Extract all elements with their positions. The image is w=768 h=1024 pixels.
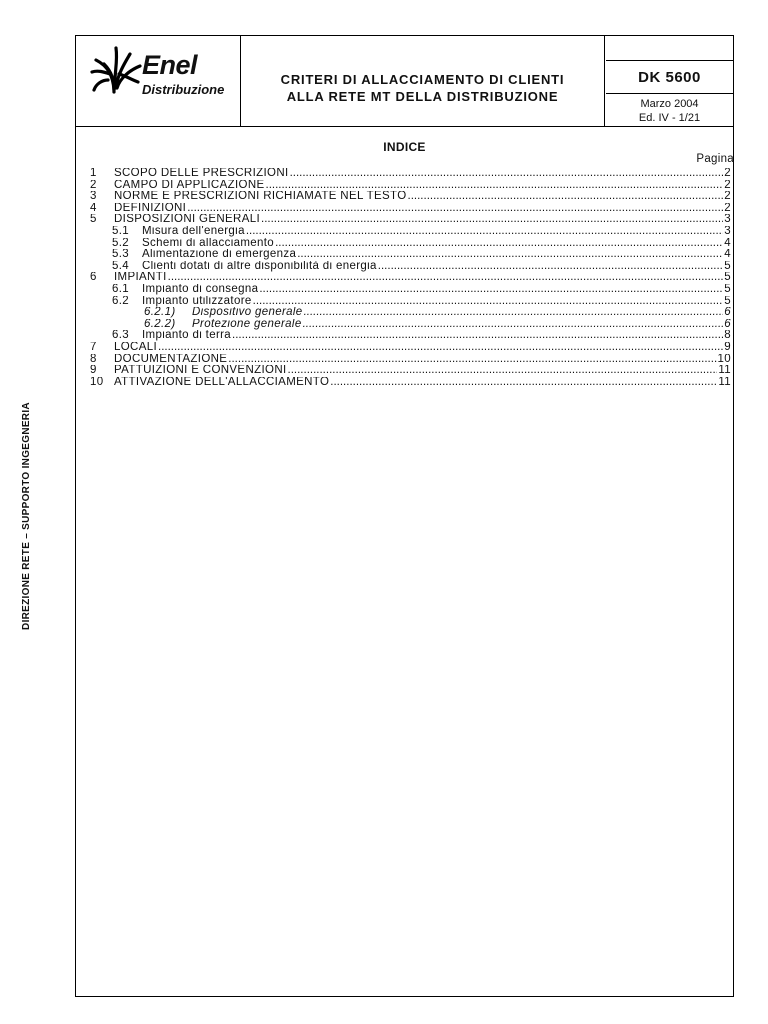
toc-entry-title: SCOPO DELLE PRESCRIZIONI	[114, 168, 289, 179]
toc-entry	[90, 214, 731, 226]
toc-entry-number: 6.1	[112, 283, 130, 295]
document-frame	[75, 35, 734, 997]
toc-entry	[90, 238, 731, 250]
toc-entry-title: Alimentazione di emergenza	[142, 249, 297, 261]
toc-entry-title: NORME E PRESCRIZIONI RICHIAMATE NEL TESTO	[114, 191, 407, 203]
toc-entry	[90, 296, 731, 308]
toc-entry-page: 11	[718, 365, 731, 377]
toc-entry-number: 5.4	[112, 260, 130, 272]
toc-entry-title: Misura dell'energia	[142, 225, 245, 237]
toc-dot-leader	[275, 238, 723, 250]
toc-entry	[90, 377, 731, 389]
code-cell	[606, 36, 733, 126]
toc-entry-title: Impianto di consegna	[142, 283, 259, 295]
toc-entry-number: 8	[90, 353, 97, 365]
toc-dot-leader	[378, 261, 723, 273]
toc-entry-page: 3	[724, 225, 731, 237]
toc-entry-title: LOCALI	[114, 341, 158, 353]
document-title-line-1: CRITERI DI ALLACCIAMENTO DI CLIENTI	[280, 72, 565, 87]
toc-entry-title: Schemi di allacciamento	[142, 237, 275, 249]
toc-entry-title: ATTIVAZIONE DELL'ALLACCIAMENTO	[114, 376, 330, 388]
toc-entry-number: 2	[90, 179, 97, 191]
toc-entry	[90, 319, 731, 331]
toc-entry-title: PATTUIZIONI E CONVENZIONI	[114, 365, 287, 377]
toc-entry-number: 6.2.1)	[144, 307, 176, 319]
toc-entry-title: DEFINIZIONI	[114, 202, 187, 214]
toc-entry	[90, 249, 731, 261]
toc-entry	[90, 226, 731, 238]
document-title-line-2: ALLA RETE MT DELLA DISTRIBUZIONE	[286, 89, 559, 104]
toc-dot-leader	[259, 284, 723, 296]
toc-entry-title: Protezione generale	[192, 318, 302, 330]
toc-entry	[90, 180, 731, 192]
toc-entry-page: 6	[724, 307, 731, 319]
toc-entry-number: 6	[90, 272, 97, 284]
toc-entry	[90, 284, 731, 296]
toc-dot-leader	[261, 214, 723, 226]
toc-entry-page: 8	[724, 330, 731, 342]
toc-dot-leader	[288, 365, 718, 377]
toc-dot-leader	[168, 272, 724, 284]
logo-cell	[76, 36, 241, 126]
toc-entry-page: 2	[724, 202, 731, 214]
toc-entry-number: 6.3	[112, 330, 130, 342]
toc-entry-number: 6.2.2)	[144, 318, 176, 330]
index-title: INDICE	[383, 140, 426, 154]
toc-entry-page: 10	[717, 353, 731, 365]
toc-entry-number: 5.3	[112, 249, 130, 261]
toc-entry-number: 5.1	[112, 225, 130, 237]
toc-entry-page: 9	[724, 341, 731, 353]
toc-entry-title: Clienti dotati di altre disponibilità di energia	[142, 260, 377, 272]
toc-dot-leader	[187, 203, 723, 215]
logo-sub-text: Distribuzione	[142, 82, 225, 97]
toc-entry	[90, 342, 731, 354]
toc-entry	[90, 330, 731, 342]
toc-entry-number: 5	[90, 214, 97, 226]
document-date: Marzo 2004	[640, 98, 699, 110]
toc-entry-number: 9	[90, 365, 97, 377]
toc-entry-number: 7	[90, 341, 97, 353]
toc-entry-number: 4	[90, 202, 97, 214]
document-date-edition	[606, 94, 733, 125]
toc-dot-leader	[253, 296, 724, 308]
toc-dot-leader	[266, 180, 724, 192]
code-top-blank	[606, 36, 733, 61]
toc-entry-page: 5	[724, 260, 731, 272]
toc-entry-page: 2	[724, 191, 731, 203]
toc-entry-page: 2	[724, 179, 731, 191]
enel-logo-icon	[90, 44, 142, 94]
toc-entry-title: Impianto utilizzatore	[142, 295, 252, 307]
toc-dot-leader	[330, 377, 717, 389]
document-edition: Ed. IV - 1/21	[638, 112, 701, 124]
toc-dot-leader	[290, 168, 724, 180]
toc-dot-leader	[228, 354, 716, 366]
toc-entry-number: 10	[90, 376, 104, 388]
toc-entry-number: 3	[90, 191, 97, 203]
toc-entry	[90, 203, 731, 215]
toc-entry	[90, 307, 731, 319]
page-column-label: Pagina	[696, 153, 734, 165]
toc-entry	[90, 354, 731, 366]
toc-dot-leader	[303, 319, 724, 331]
toc-entry-title: Dispositivo generale	[192, 307, 303, 319]
toc-entry-page: 5	[724, 272, 731, 284]
toc-entry	[90, 365, 731, 377]
toc-dot-leader	[297, 249, 723, 261]
toc-entry-number: 1	[90, 168, 97, 179]
toc-entry-number: 5.2	[112, 237, 130, 249]
toc-entry-title: CAMPO DI APPLICAZIONE	[114, 179, 265, 191]
toc-entry-page: 5	[724, 283, 731, 295]
toc-entry-page: 2	[724, 168, 731, 179]
toc-dot-leader	[246, 226, 723, 238]
side-label: DIREZIONE RETE – SUPPORTO INGEGNERIA	[21, 402, 32, 630]
toc-entry-page: 6	[724, 318, 731, 330]
toc-entry-title: DISPOSIZIONI GENERALI	[114, 214, 261, 226]
toc-dot-leader	[408, 191, 724, 203]
toc-dot-leader	[304, 307, 724, 319]
toc-entry-page: 4	[724, 237, 731, 249]
document-code: DK 5600	[606, 61, 733, 94]
toc-entry-number: 6.2	[112, 295, 130, 307]
toc-entry	[90, 168, 731, 180]
title-cell	[241, 36, 605, 126]
toc-entry-title: Impianto di terra	[142, 330, 232, 342]
toc-entry-page: 5	[724, 295, 731, 307]
document-header	[76, 36, 733, 127]
toc-entry-title: DOCUMENTAZIONE	[114, 353, 228, 365]
toc-entry-page: 3	[724, 214, 731, 226]
table-of-contents	[90, 168, 731, 388]
footer-rule	[75, 996, 237, 997]
toc-entry-page: 4	[724, 249, 731, 261]
toc-entry-title: IMPIANTI	[114, 272, 167, 284]
toc-entry	[90, 191, 731, 203]
toc-dot-leader	[232, 330, 723, 342]
toc-entry-page: 11	[718, 376, 731, 388]
logo-brand-text: Enel	[142, 50, 198, 80]
toc-dot-leader	[158, 342, 723, 354]
toc-entry	[90, 272, 731, 284]
toc-entry	[90, 261, 731, 273]
